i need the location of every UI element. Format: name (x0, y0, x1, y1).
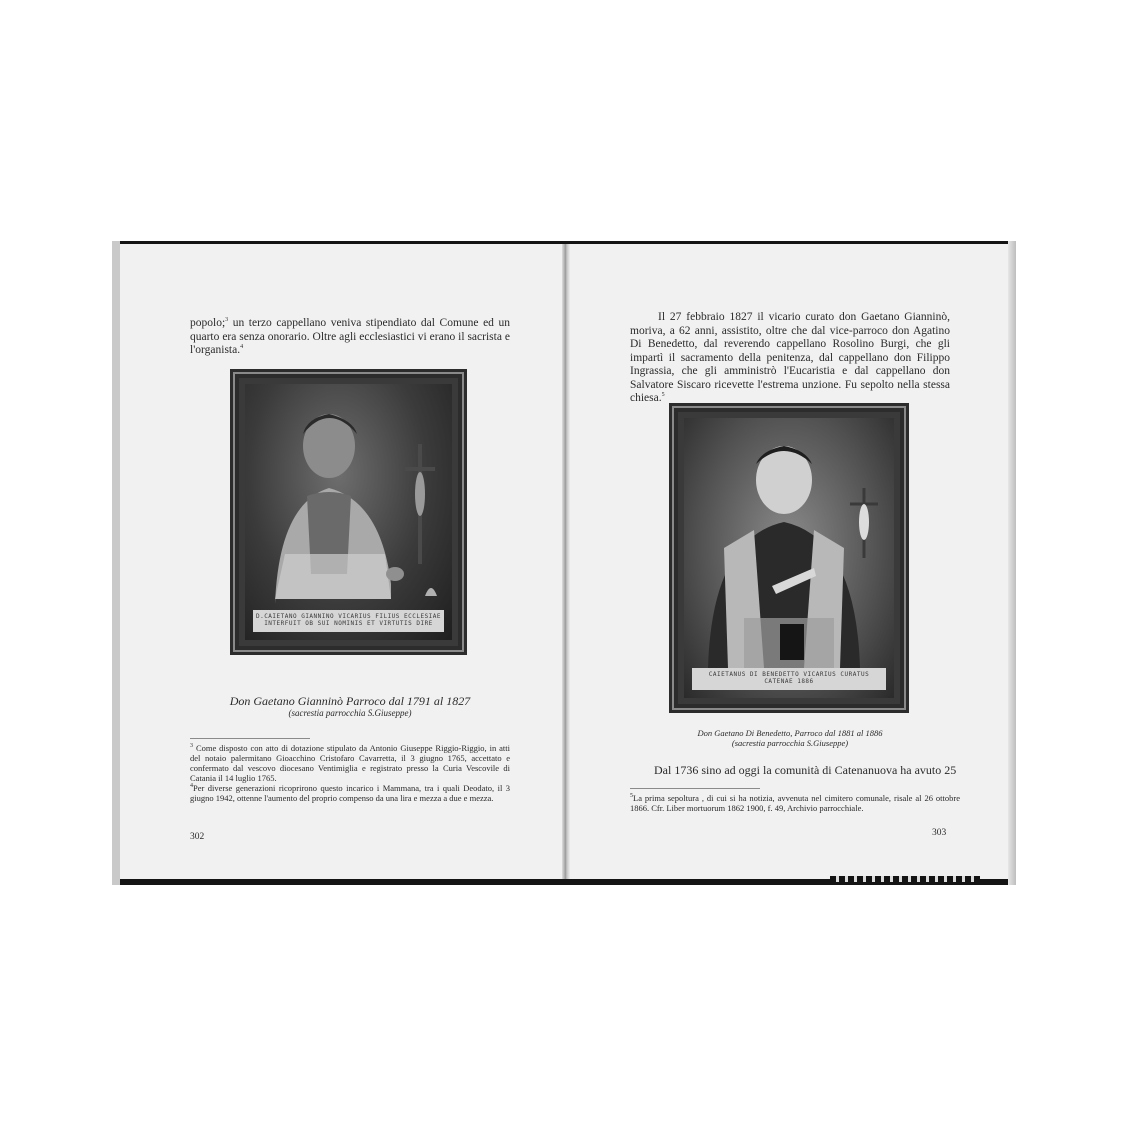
left-text-part1: popolo; (190, 317, 226, 329)
right-body-text (630, 311, 950, 406)
page-edge-left (112, 241, 120, 885)
portrait-di-benedetto-painting (684, 418, 894, 698)
page-edge-right (1008, 241, 1016, 885)
footnote-3 (190, 743, 510, 783)
inscription-line: CATENAE 1886 (764, 678, 814, 685)
footnote-text: Come disposto con atto di dotazione stipulato da Antonio Giuseppe Riggio-Riggio, in atti del notaio palermitano Gioacchino Cristofaro Cavarretta, il 3 giugno 1765, accettato e confermato dal vescovo diocesano Ventimiglia e registrato presso la Curia Vescovile di Catania il 14 luglio 1765. (190, 743, 510, 783)
caption-location: (sacrestia parrocchia S.Giuseppe) (731, 738, 849, 748)
caption-title: Don Gaetano Gianninò Parroco dal 1791 al 1827 (229, 694, 471, 708)
footnote-ref-5[interactable]: 5 (661, 392, 665, 399)
caption-location: (sacrestia parrocchia S.Giuseppe) (288, 708, 412, 718)
footnote-4 (190, 783, 510, 803)
footnote-ref-3[interactable]: 3 (225, 317, 229, 324)
footnote-number: 3 (190, 743, 193, 750)
portrait-di-benedetto-inscription (692, 668, 886, 690)
portrait-gianninò-inscription (253, 610, 444, 632)
left-footnotes (190, 743, 510, 803)
footnote-number: 4 (190, 783, 193, 790)
portrait-gianninò-figure (245, 384, 452, 640)
page-number-right: 303 (932, 828, 947, 838)
right-continued-text: Dal 1736 sino ad oggi la comunità di Catenanuova ha avuto 25 (654, 763, 957, 777)
portrait-gianninò-frame (230, 369, 467, 655)
portrait-di-benedetto-frame (669, 403, 909, 713)
right-page (570, 244, 1008, 879)
footnote-text: La prima sepoltura , di cui si ha notizia, avvenuta nel cimitero comunale, risale al 26 ottobre 1866. Cfr. Liber mortuorum 1862 1900, f. 49, Archivio parrocchiale. (630, 793, 960, 813)
right-figure-caption (650, 728, 930, 748)
left-figure-caption (220, 694, 480, 719)
left-text-part2: un terzo cappellano veniva stipendiato dal Comune ed un quarto era senza onorario. Oltre agli ecclesiastici vi erano il sacrista e l'organista. (190, 317, 510, 356)
inscription-line: INTERFUIT OB SUI NOMINIS ET VIRTUTIS DIRE (264, 620, 433, 627)
right-footnotes (630, 793, 960, 813)
footnote-5 (630, 793, 960, 813)
left-body-text (190, 317, 510, 358)
footnote-number: 5 (630, 793, 633, 800)
footnote-separator (190, 738, 310, 739)
inscription-line: D.CAIETANO GIANNINO VICARIUS FILIUS ECCLESIAE (255, 613, 442, 620)
footnote-ref-4[interactable]: 4 (240, 344, 244, 351)
left-page (120, 244, 562, 879)
page-number-left: 302 (190, 832, 205, 842)
portrait-di-benedetto-figure (684, 418, 894, 698)
footnote-separator (630, 788, 760, 789)
footnote-text: Per diverse generazioni ricoprirono questo incarico i Mammana, tra i quali Deodato, il 3 giugno 1942, ottenne l'aumento del proprio compenso da una lira e mezza a due e mezza. (190, 783, 510, 803)
caption-title: Don Gaetano Di Benedetto, Parroco dal 1881 al 1886 (697, 728, 883, 738)
inscription-line: CAIETANUS DI BENEDETTO VICARIUS CURATUS (708, 671, 870, 678)
book-gutter (562, 244, 570, 879)
right-text-body: Il 27 febbraio 1827 il vicario curato don Gaetano Gianninò, moriva, a 62 anni, assistito, oltre che dal vice-parroco don Agatino Di Benedetto, dal reverendo cappellano Rosolino Burgi, che gli impartì il sacramento della penitenza, dal cappellano don Filippo Ingrassia, che gli amministrò l'Eucaristia e dal cappellano don Salvatore Siscaro ricevette l'estrema unzione. Fu sepolto nella stessa chiesa. (630, 311, 950, 404)
portrait-gianninò-painting (245, 384, 452, 640)
